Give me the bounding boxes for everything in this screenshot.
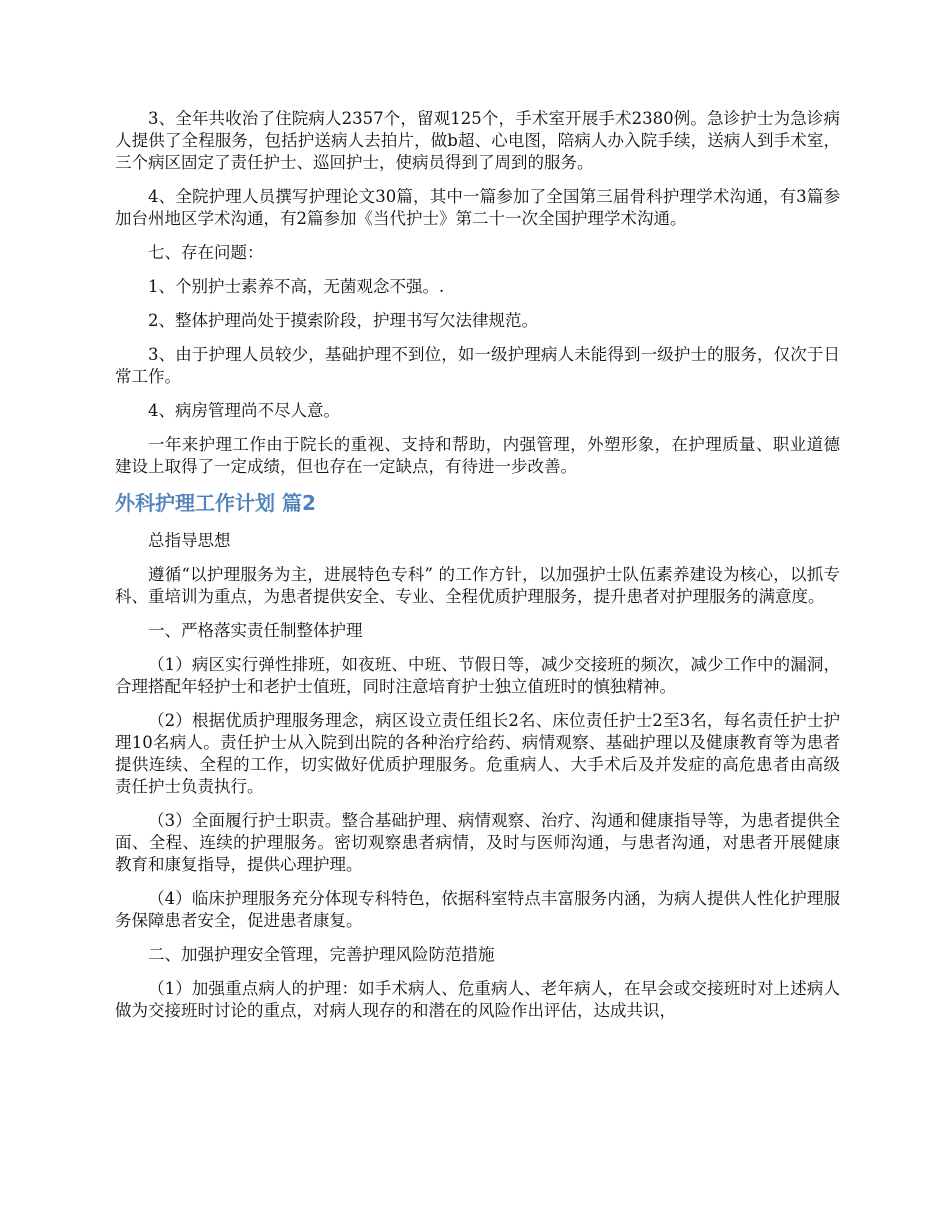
paragraph: 1、个别护士素养不高，无菌观念不强。. xyxy=(148,277,445,296)
paragraph: 一、严格落实责任制整体护理 xyxy=(148,621,363,640)
paragraph: 七、存在问题： xyxy=(148,243,264,262)
paragraph: 4、病房管理尚不尽人意。 xyxy=(148,401,340,420)
section-heading: 外科护理工作计划 篇2 xyxy=(115,491,316,515)
paragraph: （1）病区实行弹性排班，如夜班、中班、节假日等，减少交接班的频次，减少工作中的漏洞，合理搭配年轻护士和老护士值班，同时注意培育护士独立值班时的慎独精神。 xyxy=(115,655,840,696)
paragraph: 遵循“以护理服务为主，进展特色专科” 的工作方针，以加强护士队伍素养建设为核心，以抓专科、重培训为重点，为患者提供安全、专业、全程优质护理服务，提升患者对护理服务的满意度。 xyxy=(115,565,840,606)
paragraph: （2）根据优质护理服务理念，病区设立责任组长2名、床位责任护士2至3名，每名责任护士护理10名病人。责任护士从入院到出院的各种治疗给药、病情观察、基础护理以及健康教育等为患者提供连续、全程的工作，切实做好优质护理服务。危重病人、大手术后及并发症的高危患者由高级责任护士负责执行。 xyxy=(115,711,840,796)
paragraph: 3、由于护理人员较少，基础护理不到位，如一级护理病人未能得到一级护士的服务，仅次于日常工作。 xyxy=(115,345,840,386)
paragraph: 一年来护理工作由于院长的重视、支持和帮助，内强管理，外塑形象，在护理质量、职业道德建设上取得了一定成绩，但也存在一定缺点，有待进一步改善。 xyxy=(115,435,840,476)
paragraph: 3、全年共收治了住院病人2357个，留观125个，手术室开展手术2380例。急诊护士为急诊病人提供了全程服务，包括护送病人去拍片，做b超、心电图，陪病人办入院手续，送病人到手术室，三个病区固定了责任护士、巡回护士，使病员得到了周到的服务。 xyxy=(115,109,840,172)
paragraph: 二、加强护理安全管理，完善护理风险防范措施 xyxy=(148,945,495,964)
paragraph: 总指导思想 xyxy=(148,531,231,550)
paragraph: （4）临床护理服务充分体现专科特色，依据科室特点丰富服务内涵，为病人提供人性化护理服务保障患者安全，促进患者康复。 xyxy=(115,889,840,930)
paragraph: （3）全面履行护士职责。整合基础护理、病情观察、治疗、沟通和健康指导等，为患者提供全面、全程、连续的护理服务。密切观察患者病情，及时与医师沟通，与患者沟通，对患者开展健康教育和康复指导，提供心理护理。 xyxy=(115,811,840,874)
paragraph: （1）加强重点病人的护理：如手术病人、危重病人、老年病人，在早会或交接班时对上述病人做为交接班时讨论的重点，对病人现存的和潜在的风险作出评估，达成共识， xyxy=(115,979,840,1020)
paragraph: 4、全院护理人员撰写护理论文30篇，其中一篇参加了全国第三届骨科护理学术沟通，有3篇参加台州地区学术沟通，有2篇参加《当代护士》第二十一次全国护理学术沟通。 xyxy=(115,187,840,228)
document-page xyxy=(115,108,840,1034)
paragraph: 2、整体护理尚处于摸索阶段，护理书写欠法律规范。 xyxy=(148,311,538,330)
